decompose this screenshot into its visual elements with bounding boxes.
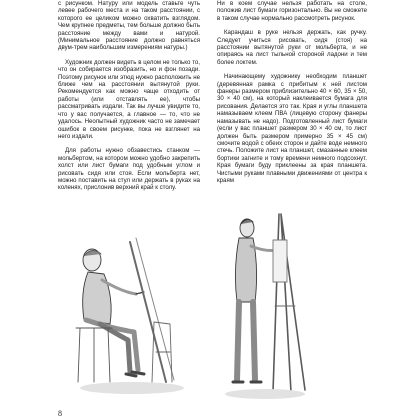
paragraph: Для работы нужно обзавестись станком — мольбертом, на котором можно удобно закрепить холст или лист бумаги под удобным углом и рисовать сидя или стоя. Если мольберта нет, можно поставить на стул или держать в руках на коленях, прислонив верхний край к столу.: [58, 147, 200, 192]
page-number: 8: [58, 409, 62, 418]
right-text-column: [217, 0, 367, 184]
seated-artist-illustration: [70, 232, 200, 402]
left-text-column: [58, 0, 200, 192]
paragraph: с рисунком. Натуру или модель ставьте чуть левее рабочего места и на таком расстоянии, с которого ее целиком можно охватить взглядом. Чем крупнее предметы, тем больше должно быть расстояние между вами и натурой. (Минимальное расстояние должно равняться двум-трем наибольшим измерениям натуры.): [58, 0, 200, 52]
standing-artist-easel-illustration: [225, 210, 315, 405]
paragraph: Ни в коем случае нельзя работать на столе, положив лист бумаги горизонтально. Вы не сможете в таком случае нормально рассмотреть рисунок.: [217, 0, 367, 22]
paragraph: Начинающему художнику необходим планшет (деревянная рамка с прибитым к ней листом фанеры размером приблизительно 40 × 60, 35 × 50, 30 × 40 см), на который наклеивается бумага для рисования. Делается это так. Края и углы планшета намазываем клеем ПВА (лицевую сторону фанеры намазывать не надо). Подготовленный лист бумаги (если у вас планшет размером 30 × 40 см, то лист должен быть размером примерно 35 × 45 см) смочите водой с обеих сторон и дайте воде немного стечь. Положите лист на планшет, смазанные клеем бортики загните и тому времени немного подсохнут. Края бумаги буду приклеены за края планшета. Чистыми руками плавными движениями от центра к краям: [217, 73, 367, 184]
paragraph: Художник должен видеть в целом не только то, что он собирается изобразить, но и фон позади. Поэтому рисунок или этюд нужно расположить не ближе чем на расстоянии вытянутой руки. Рекомендуется как можно чаще отходить от работы (или отставлять ее), чтобы рассматривать издали. Так вы лучше увидите то, что у вас получается, а главное — то, что не удалось. Неопытный художник часто не замечает ошибок в своем рисунке, пока не взглянет на него издали.: [58, 58, 200, 140]
paragraph: Карандаш в руке нельзя держать, как ручку. Следует учиться рисовать, сидя (стоя) на расстоянии вытянутой руки от мольберта, и не опираясь на лист тыльной стороной ладони и тем более локтем.: [217, 29, 367, 66]
